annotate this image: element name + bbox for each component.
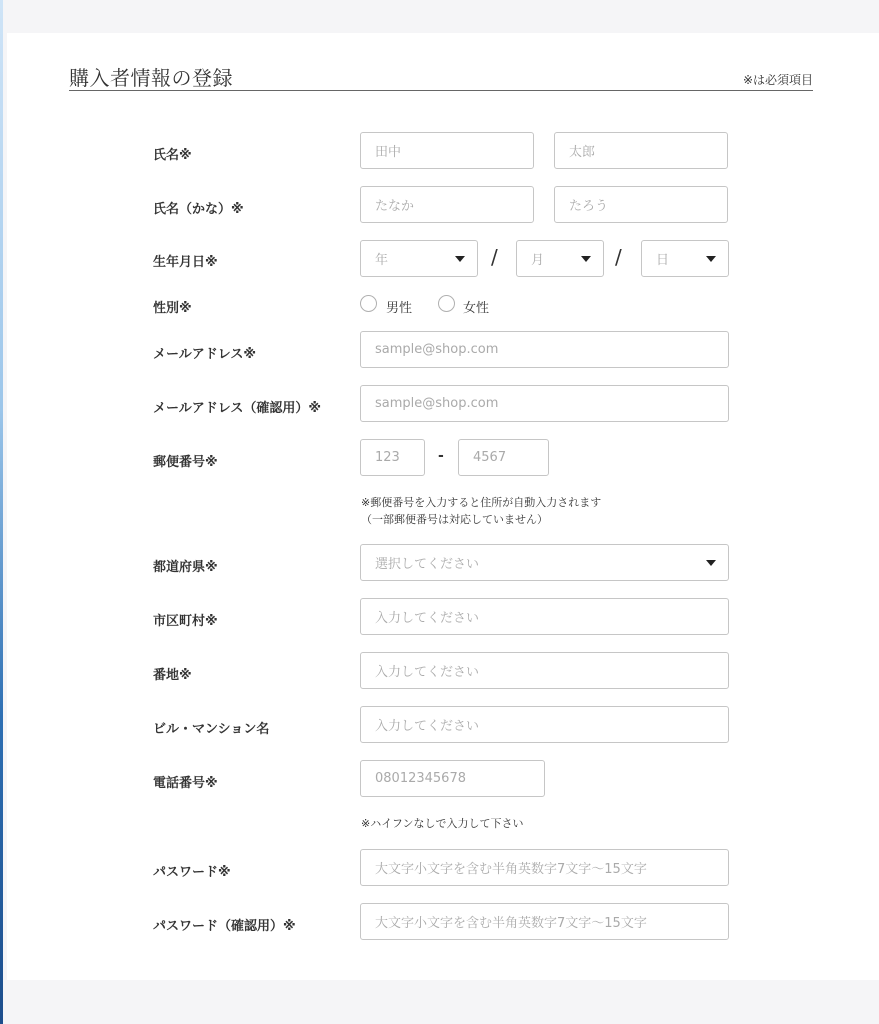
window-left-edge: [0, 0, 3, 1024]
birthday-label: 生年月日※: [153, 255, 218, 270]
building-label: ビル・マンション名: [153, 722, 270, 737]
postal-hint-line1: ※郵便番号を入力すると住所が自動入力されます: [361, 496, 602, 509]
birth-day-value: 日: [656, 253, 670, 268]
postal-code-first-input[interactable]: 123: [360, 439, 425, 476]
last-name-kana-input[interactable]: たなか: [360, 186, 534, 223]
password-confirm-label: パスワード（確認用）※: [153, 919, 296, 934]
postal-code-second-input[interactable]: 4567: [458, 439, 549, 476]
password-confirm-input[interactable]: 大文字小文字を含む半角英数字7文字～15文字: [360, 903, 729, 940]
birth-year-value: 年: [375, 253, 389, 268]
birth-day-select[interactable]: [641, 240, 729, 277]
postal-label: 郵便番号※: [153, 455, 218, 470]
phone-label: 電話番号※: [153, 776, 218, 791]
email-label: メールアドレス※: [153, 347, 256, 362]
chevron-down-icon: [455, 256, 465, 262]
street-input[interactable]: 入力してください: [360, 652, 729, 689]
gender-female-radio[interactable]: [438, 295, 455, 312]
email-confirm-label: メールアドレス（確認用）※: [153, 401, 321, 416]
phone-hint: ※ハイフンなしで入力して下さい: [361, 817, 524, 830]
last-name-input[interactable]: 田中: [360, 132, 534, 169]
page-title: 購入者情報の登録: [69, 66, 233, 90]
chevron-down-icon: [706, 560, 716, 566]
city-input[interactable]: 入力してください: [360, 598, 729, 635]
title-divider: [69, 90, 813, 91]
phone-input[interactable]: 08012345678: [360, 760, 545, 797]
gender-label: 性別※: [153, 301, 192, 316]
gender-male-label: 男性: [386, 301, 413, 316]
building-input[interactable]: 入力してください: [360, 706, 729, 743]
password-input[interactable]: 大文字小文字を含む半角英数字7文字～15文字: [360, 849, 729, 886]
registration-form-card: [7, 33, 879, 980]
chevron-down-icon: [581, 256, 591, 262]
birth-month-select[interactable]: [516, 240, 604, 277]
name-label: 氏名※: [153, 148, 192, 163]
postal-hint-line2: （一部郵便番号は対応していません）: [361, 513, 548, 526]
city-label: 市区町村※: [153, 614, 218, 629]
first-name-input[interactable]: 太郎: [554, 132, 728, 169]
gender-male-radio[interactable]: [360, 295, 377, 312]
prefecture-placeholder: 選択してください: [375, 557, 480, 572]
gender-female-label: 女性: [463, 301, 490, 316]
street-label: 番地※: [153, 668, 192, 683]
email-confirm-input[interactable]: sample@shop.com: [360, 385, 729, 422]
date-separator: /: [491, 245, 498, 269]
chevron-down-icon: [706, 256, 716, 262]
postal-separator: -: [438, 448, 444, 464]
required-note: ※は必須項目: [742, 73, 813, 87]
birth-month-value: 月: [531, 253, 545, 268]
first-name-kana-input[interactable]: たろう: [554, 186, 728, 223]
prefecture-label: 都道府県※: [153, 560, 218, 575]
prefecture-select[interactable]: [360, 544, 729, 581]
password-label: パスワード※: [153, 865, 231, 880]
birth-year-select[interactable]: [360, 240, 478, 277]
date-separator: /: [615, 245, 622, 269]
kana-label: 氏名（かな）※: [153, 202, 244, 217]
email-input[interactable]: sample@shop.com: [360, 331, 729, 368]
